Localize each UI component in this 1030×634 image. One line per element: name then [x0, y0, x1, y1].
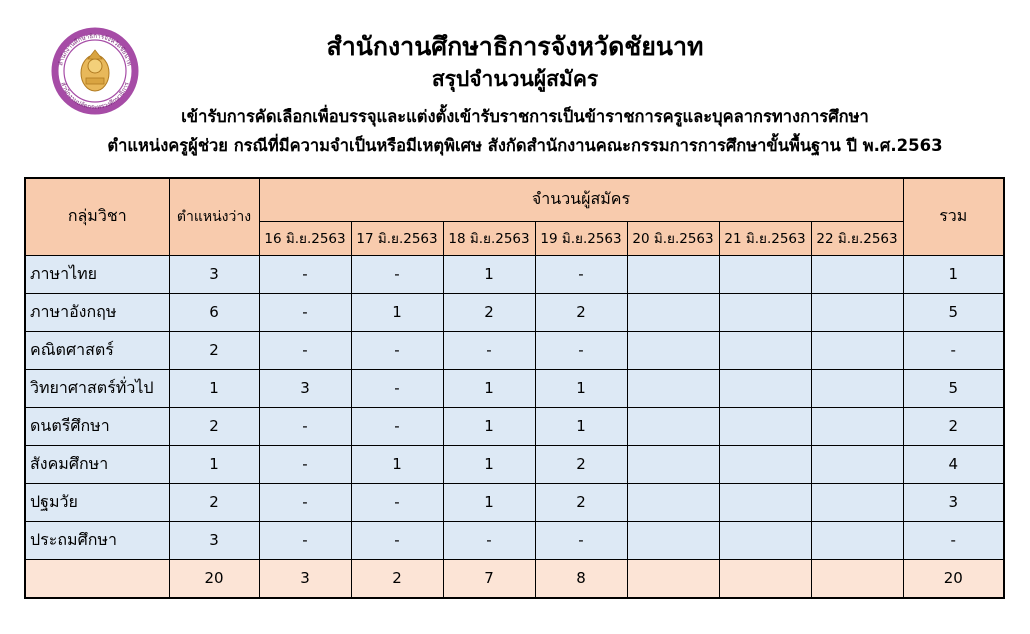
- table-row: [25, 369, 1004, 407]
- day-cell: -: [351, 255, 443, 293]
- office-title: สำนักงานศึกษาธิการจังหวัดชัยนาท: [326, 32, 704, 61]
- subject-cell: สังคมศึกษา: [25, 445, 169, 483]
- day-cell: 1: [535, 369, 627, 407]
- day-cell: [627, 293, 719, 331]
- header-date: 16 มิ.ย.2563: [259, 221, 351, 255]
- subject-cell: ภาษาไทย: [25, 255, 169, 293]
- day-cell: -: [259, 483, 351, 521]
- day-cell: [811, 445, 903, 483]
- total-cell: 1: [903, 255, 1004, 293]
- table-row: [25, 483, 1004, 521]
- day-cell: -: [351, 369, 443, 407]
- subject-cell: ปฐมวัย: [25, 483, 169, 521]
- day-cell: [719, 407, 811, 445]
- day-cell: -: [259, 521, 351, 559]
- day-cell: [627, 521, 719, 559]
- day-cell: -: [259, 255, 351, 293]
- header-date: 21 มิ.ย.2563: [719, 221, 811, 255]
- day-cell: 1: [443, 445, 535, 483]
- day-cell: 1: [443, 483, 535, 521]
- office-seal-logo: [40, 26, 150, 116]
- day-cell: 2: [535, 445, 627, 483]
- day-cell: -: [351, 521, 443, 559]
- subject-cell: ดนตรีศึกษา: [25, 407, 169, 445]
- day-cell: [811, 293, 903, 331]
- totals-grand-cell: 20: [903, 559, 1004, 598]
- totals-day-cell: [627, 559, 719, 598]
- day-cell: [719, 255, 811, 293]
- day-cell: -: [535, 331, 627, 369]
- day-cell: -: [443, 521, 535, 559]
- day-cell: [719, 521, 811, 559]
- totals-day-cell: 3: [259, 559, 351, 598]
- day-cell: [811, 483, 903, 521]
- total-cell: 4: [903, 445, 1004, 483]
- day-cell: -: [351, 331, 443, 369]
- subject-cell: วิทยาศาสตร์ทั่วไป: [25, 369, 169, 407]
- day-cell: [811, 369, 903, 407]
- day-cell: 1: [443, 255, 535, 293]
- day-cell: 1: [443, 369, 535, 407]
- total-cell: 2: [903, 407, 1004, 445]
- table-row: [25, 521, 1004, 559]
- total-cell: -: [903, 521, 1004, 559]
- totals-day-cell: 7: [443, 559, 535, 598]
- svg-text:สำนักงานปลัดกระทรวงศึกษาธิการ: สำนักงานปลัดกระทรวงศึกษาธิการ: [59, 81, 131, 112]
- total-cell: 3: [903, 483, 1004, 521]
- day-cell: 1: [535, 407, 627, 445]
- vacancies-cell: 2: [169, 331, 259, 369]
- total-cell: -: [903, 331, 1004, 369]
- day-cell: 2: [535, 483, 627, 521]
- header-total: รวม: [903, 178, 1004, 255]
- day-cell: -: [535, 521, 627, 559]
- totals-day-cell: [811, 559, 903, 598]
- day-cell: [627, 255, 719, 293]
- day-cell: [719, 445, 811, 483]
- header-applicants: จำนวนผู้สมัคร: [259, 178, 903, 221]
- header-date: 19 มิ.ย.2563: [535, 221, 627, 255]
- header-date: 17 มิ.ย.2563: [351, 221, 443, 255]
- day-cell: [627, 407, 719, 445]
- day-cell: -: [351, 483, 443, 521]
- subject-cell: ประถมศึกษา: [25, 521, 169, 559]
- totals-day-cell: 2: [351, 559, 443, 598]
- total-cell: 5: [903, 293, 1004, 331]
- header-vacancies: ตำแหน่งว่าง: [169, 178, 259, 255]
- table-row: [25, 331, 1004, 369]
- day-cell: 1: [443, 407, 535, 445]
- day-cell: [719, 331, 811, 369]
- day-cell: [719, 369, 811, 407]
- day-cell: -: [351, 407, 443, 445]
- day-cell: 2: [535, 293, 627, 331]
- day-cell: [627, 445, 719, 483]
- day-cell: 1: [351, 445, 443, 483]
- day-cell: [811, 255, 903, 293]
- summary-subtitle: สรุปจำนวนผู้สมัคร: [431, 66, 599, 91]
- description-line-1: เข้ารับการคัดเลือกเพื่อบรรจุและแต่งตั้งเข้ารับราชการเป็นข้าราชการครูและบุคลากรทางการศึกษา: [181, 107, 869, 126]
- day-cell: [811, 407, 903, 445]
- day-cell: [719, 483, 811, 521]
- header-date: 20 มิ.ย.2563: [627, 221, 719, 255]
- table-header-row: [25, 178, 1004, 221]
- vacancies-cell: 3: [169, 521, 259, 559]
- day-cell: [627, 483, 719, 521]
- day-cell: [811, 331, 903, 369]
- day-cell: [811, 521, 903, 559]
- totals-day-cell: [719, 559, 811, 598]
- table-row: [25, 445, 1004, 483]
- totals-label-cell: [25, 559, 169, 598]
- day-cell: -: [259, 293, 351, 331]
- vacancies-cell: 1: [169, 369, 259, 407]
- day-cell: [627, 369, 719, 407]
- vacancies-cell: 2: [169, 407, 259, 445]
- subject-cell: คณิตศาสตร์: [25, 331, 169, 369]
- totals-day-cell: 8: [535, 559, 627, 598]
- table-row: [25, 255, 1004, 293]
- header-date: 22 มิ.ย.2563: [811, 221, 903, 255]
- description-line-2: ตำแหน่งครูผู้ช่วย กรณีที่มีความจำเป็นหรือมีเหตุพิเศษ สังกัดสำนักงานคณะกรรมการการศึกษาขั้นพื้นฐาน ปี พ.ศ.2563: [107, 136, 943, 155]
- day-cell: -: [535, 255, 627, 293]
- vacancies-cell: 1: [169, 445, 259, 483]
- table-row: [25, 407, 1004, 445]
- table-row: [25, 293, 1004, 331]
- subject-cell: ภาษาอังกฤษ: [25, 293, 169, 331]
- total-cell: 5: [903, 369, 1004, 407]
- vacancies-cell: 3: [169, 255, 259, 293]
- header-date: 18 มิ.ย.2563: [443, 221, 535, 255]
- header-subject: กลุ่มวิชา: [25, 178, 169, 255]
- day-cell: -: [259, 445, 351, 483]
- day-cell: -: [259, 331, 351, 369]
- vacancies-cell: 6: [169, 293, 259, 331]
- day-cell: -: [443, 331, 535, 369]
- svg-text:สำนักงานศึกษาธิการจังหวัดชัยนา: สำนักงานศึกษาธิการจังหวัดชัยนาท: [57, 32, 133, 67]
- day-cell: [627, 331, 719, 369]
- day-cell: 2: [443, 293, 535, 331]
- day-cell: 3: [259, 369, 351, 407]
- day-cell: [719, 293, 811, 331]
- applicant-summary-table: [24, 177, 1005, 599]
- day-cell: 1: [351, 293, 443, 331]
- vacancies-cell: 2: [169, 483, 259, 521]
- totals-row: [25, 559, 1004, 598]
- totals-vacancies-cell: 20: [169, 559, 259, 598]
- day-cell: -: [259, 407, 351, 445]
